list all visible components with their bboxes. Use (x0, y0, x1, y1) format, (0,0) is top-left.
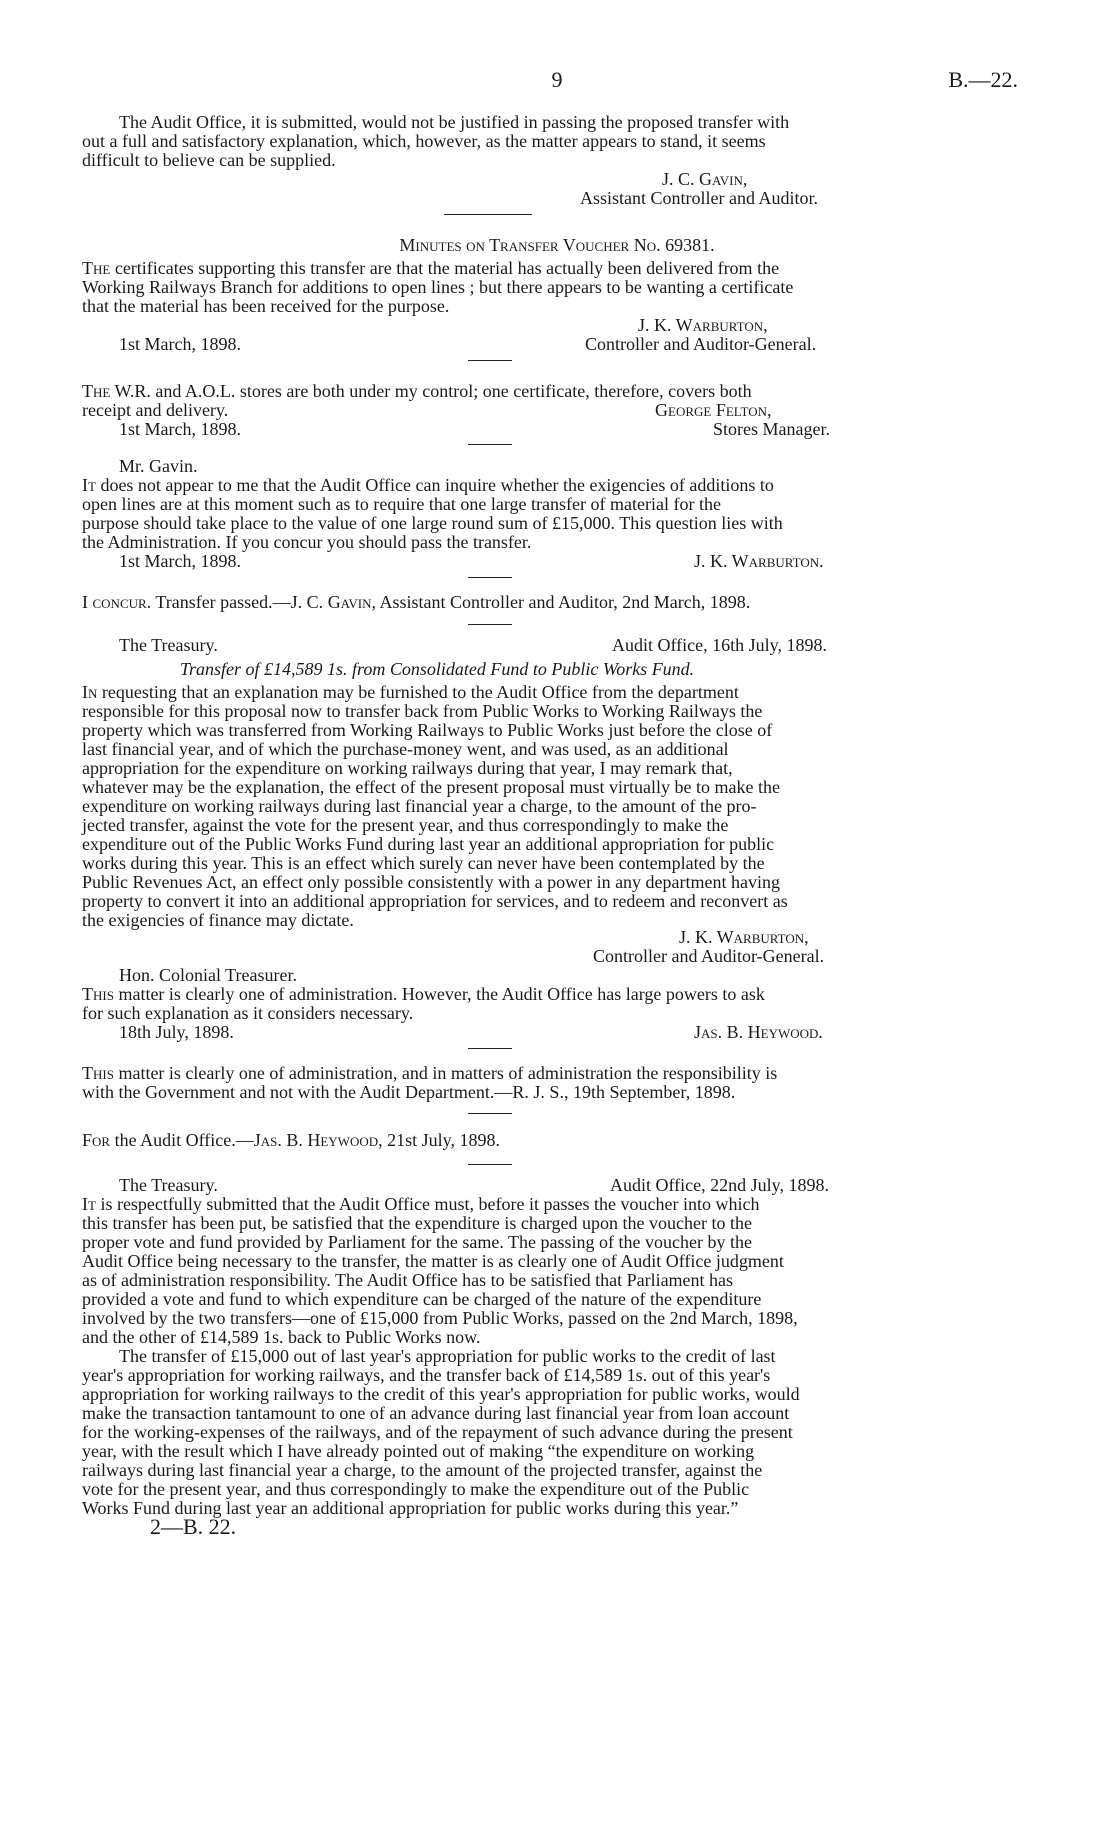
letter-2-para-2-line-6: year, with the result which I have already pointed out of making “the expenditure on working (82, 1441, 755, 1461)
letter-2-para-1-line-1 (82, 1194, 759, 1214)
minute-2-text: W.R. and A.O.L. stores are both under my control; one certificate, therefore, covers both (110, 381, 752, 401)
minute-divider (468, 360, 512, 361)
minute-3-line-4: the Administration. If you concur you should pass the transfer. (82, 532, 532, 552)
minute-3-text: does not appear to me that the Audit Office can inquire whether the exigencies of additions to (95, 475, 774, 495)
minute-5-line-1 (82, 984, 765, 1004)
minute-divider (468, 1113, 512, 1114)
minute-divider (468, 577, 512, 578)
letter-1-line-5: appropriation for the expenditure on working railways during that year, I may remark that, (82, 758, 733, 778)
minute-5-signature-name: Jas. B. Heywood. (694, 1022, 823, 1042)
letter-1-line-12: property to convert it into an additional appropriation for services, and to redeem and reconvert as (82, 891, 788, 911)
lead-word: In (82, 682, 98, 702)
letter-1-to: The Treasury. (119, 635, 218, 655)
minutes-title: Minutes on Transfer Voucher No. 69381. (399, 235, 715, 255)
minute-1-date: 1st March, 1898. (119, 334, 241, 354)
minute-7-tail: , 21st July, 1898. (378, 1130, 500, 1150)
minute-1-line-1 (82, 258, 779, 278)
minute-1-signature-title: Controller and Auditor-General. (585, 334, 817, 354)
letter-1-line-6: whatever may be the explanation, the effect of the present proposal must virtually be to make the (82, 777, 780, 797)
minute-5-addressee: Hon. Colonial Treasurer. (119, 965, 297, 985)
letter-1-line-4: last financial year, and of which the purchase-money went, and was used, as an additional (82, 739, 729, 759)
minute-7-name: Jas. B. Heywood (253, 1130, 379, 1150)
minute-divider (468, 444, 512, 445)
document-reference: B.—22. (948, 67, 1018, 92)
minute-3-line-3: purpose should take place to the value of one large round sum of £15,000. This question lies with (82, 513, 783, 533)
letter-1-line-2: responsible for this proposal now to transfer back from Public Works to Working Railways the (82, 701, 763, 721)
letter-1-line-1 (82, 682, 739, 702)
letter-1-line-10: works during this year. This is an effect which surely can never have been contemplated by the (82, 853, 765, 873)
minute-6-line-2: with the Government and not with the Audit Department.—R. J. S., 19th September, 1898. (82, 1082, 736, 1102)
minute-2-date: 1st March, 1898. (119, 419, 241, 439)
letter-1-signature-name: J. K. Warburton, (679, 927, 809, 947)
minute-2-signature-title: Stores Manager. (713, 419, 830, 439)
letter-2-text: is respectfully submitted that the Audit Office must, before it passes the voucher into which (95, 1194, 760, 1214)
letter-2-para-1-line-5: as of administration responsibility. The Audit Office has to be satisfied that Parliament has (82, 1270, 734, 1290)
minute-2-signature-name: George Felton, (655, 400, 772, 420)
intro-line-2: out a full and satisfactory explanation, which, however, as the matter appears to stand, it seems (82, 131, 766, 151)
minute-3-date: 1st March, 1898. (119, 551, 241, 571)
lead-word: It (82, 475, 96, 495)
minute-7-text: the Audit Office.— (110, 1130, 254, 1150)
letter-2-para-2-line-7: railways during last financial year a charge, to the amount of the projected transfer, against the (82, 1460, 763, 1480)
letter-1-text: requesting that an explanation may be furnished to the Audit Office from the department (97, 682, 739, 702)
letter-1-signature-title: Controller and Auditor-General. (593, 946, 825, 966)
letter-2-para-1-line-2: this transfer has been put, be satisfied that the expenditure is charged upon the voucher to the (82, 1213, 752, 1233)
minute-3-signature-name: J. K. Warburton. (694, 551, 824, 571)
signature-mark: 2—B. 22. (150, 1514, 237, 1539)
lead-word: The (82, 381, 111, 401)
letter-2-para-2-line-9: Works Fund during last year an additional appropriation for public works during this year.” (82, 1498, 739, 1518)
lead-word: The (82, 258, 111, 278)
letter-2-para-1-line-4: Audit Office being necessary to the transfer, the matter is as clearly one of Audit Office judgment (82, 1251, 784, 1271)
page-number: 9 (551, 67, 563, 92)
minute-divider (468, 1164, 512, 1165)
minute-6-text: matter is clearly one of administration, and in matters of administration the responsibility is (113, 1063, 778, 1083)
minute-3-line-2: open lines are at this moment such as to require that one large transfer of material for the (82, 494, 721, 514)
lead-word: For (82, 1130, 111, 1150)
minute-1-text: certificates supporting this transfer are that the material has actually been delivered from the (110, 258, 780, 278)
letter-1-line-7: expenditure on working railways during last financial year a charge, to the amount of the pro- (82, 796, 757, 816)
minute-1-line-2: Working Railways Branch for additions to open lines ; but there appears to be wanting a certificate (82, 277, 794, 297)
letter-1-subject: Transfer of £14,589 1s. from Consolidated Fund to Public Works Fund. (180, 659, 695, 679)
letter-2-para-2-line-3: appropriation for working railways to the credit of this year's appropriation for public works, would (82, 1384, 800, 1404)
letter-1-line-8: jected transfer, against the vote for the present year, and thus correspondingly to make the (82, 815, 729, 835)
section-divider (444, 214, 532, 215)
letter-2-para-2-line-5: for the working-expenses of the railways, and of the repayment of such advance during the present (82, 1422, 793, 1442)
minute-divider (468, 624, 512, 625)
letter-2-para-1-line-6: provided a vote and fund to which expenditure can be charged of the nature of the expenditure (82, 1289, 762, 1309)
signature-title: Assistant Controller and Auditor. (580, 188, 818, 208)
letter-2-para-1-line-3: proper vote and fund provided by Parliament for the same. The passing of the voucher by the (82, 1232, 752, 1252)
letter-1-line-13: the exigencies of finance may dictate. (82, 910, 354, 930)
minute-3-line-1 (82, 475, 774, 495)
letter-2-para-2-line-2: year's appropriation for working railways, and the transfer back of £14,589 1s. out of this year's (82, 1365, 771, 1385)
minute-1-signature-name: J. K. Warburton, (638, 315, 768, 335)
letter-2-para-2-line-8: vote for the present year, and thus correspondingly to make the expenditure out of the Public (82, 1479, 750, 1499)
minute-4-name: Gavin (327, 592, 372, 612)
minute-3-addressee: Mr. Gavin. (119, 456, 198, 476)
letter-1-line-9: expenditure out of the Public Works Fund during last year an additional appropriation for public (82, 834, 775, 854)
minute-7-line (82, 1130, 500, 1150)
lead-word: I concur. (82, 592, 152, 612)
minute-4-text: Transfer passed.—J. C. (151, 592, 328, 612)
intro-line-1: The Audit Office, it is submitted, would not be justified in passing the proposed transfer with (119, 112, 790, 132)
letter-1-line-11: Public Revenues Act, an effect only possible consistently with a power in any department having (82, 872, 781, 892)
minute-4-line (82, 592, 750, 612)
letter-2-para-1-line-8: and the other of £14,589 1s. back to Public Works now. (82, 1327, 481, 1347)
letter-1-from: Audit Office, 16th July, 1898. (612, 635, 827, 655)
minute-5-date: 18th July, 1898. (119, 1022, 234, 1042)
lead-word: This (82, 984, 114, 1004)
letter-2-para-2-line-1: The transfer of £15,000 out of last year's appropriation for public works to the credit of last (119, 1346, 776, 1366)
letter-2-para-1-line-7: involved by the two transfers—one of £15,000 from Public Works, passed on the 2nd March, 1898, (82, 1308, 798, 1328)
minute-6-line-1 (82, 1063, 777, 1083)
letter-2-from: Audit Office, 22nd July, 1898. (610, 1175, 829, 1195)
minute-divider (468, 1048, 512, 1049)
minute-1-line-3: that the material has been received for the purpose. (82, 296, 450, 316)
letter-2-para-2-line-4: make the transaction tantamount to one of an advance during last financial year from loan account (82, 1403, 790, 1423)
minute-2-line-1 (82, 381, 752, 401)
intro-line-3: difficult to believe can be supplied. (82, 150, 336, 170)
minute-5-line-2: for such explanation as it considers necessary. (82, 1003, 414, 1023)
minute-4-tail: , Assistant Controller and Auditor, 2nd March, 1898. (371, 592, 751, 612)
lead-word: This (82, 1063, 114, 1083)
minute-2-line-2: receipt and delivery. (82, 400, 229, 420)
lead-word: It (82, 1194, 96, 1214)
letter-2-to: The Treasury. (119, 1175, 218, 1195)
signature-name: J. C. Gavin, (662, 169, 748, 189)
letter-1-line-3: property which was transferred from Working Railways to Public Works just before the close of (82, 720, 773, 740)
minute-5-text: matter is clearly one of administration. However, the Audit Office has large powers to ask (113, 984, 765, 1004)
